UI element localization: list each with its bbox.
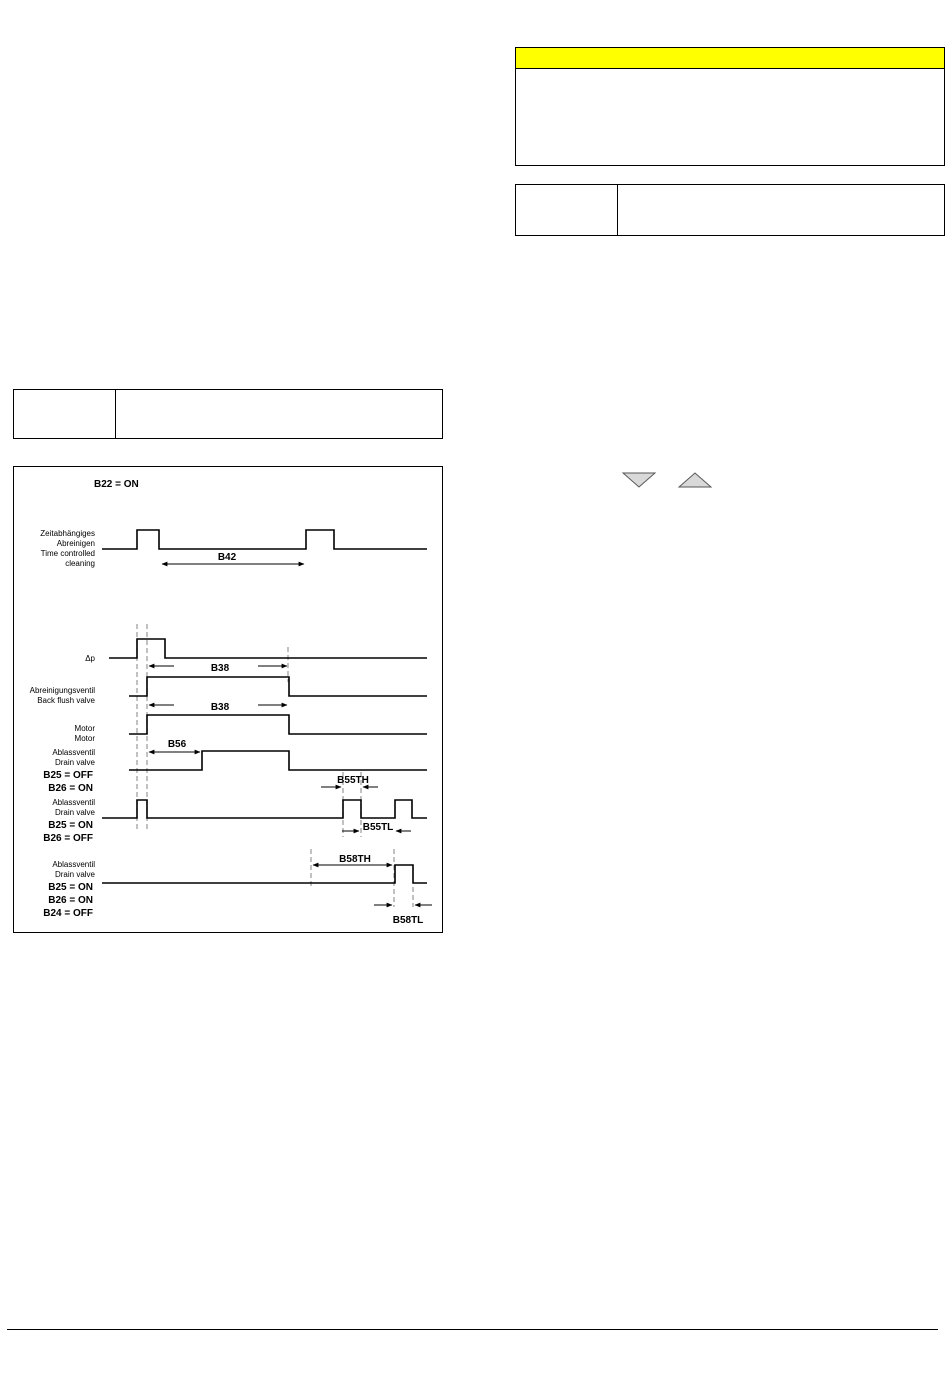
label-drain2-cond-2: B26 = OFF [43,833,93,844]
signal-drain1 [129,751,427,770]
label-cleaning-2: Abreinigen [56,539,95,548]
label-dp: Δp [85,654,95,663]
label-drain3-cond-2: B26 = ON [48,895,93,906]
note-box-right [515,184,945,236]
label-cleaning-4: cleaning [65,559,95,568]
param-b38-motor: B38 [210,702,230,713]
signal-motor [129,715,427,734]
signal-drain2 [102,800,427,818]
param-b56: B56 [167,739,187,750]
label-motor-1: Motor [74,724,95,733]
diagram-heading: B22 = ON [94,479,139,490]
label-drain1-cond-2: B26 = ON [48,783,93,794]
label-motor-2: Motor [74,734,95,743]
label-drain2-1: Ablassventil [52,798,95,807]
signal-backflush [129,677,427,696]
triangle-up-icon [678,472,712,488]
param-b55tl: B55TL [362,822,394,833]
label-drain2-cond-1: B25 = ON [48,820,93,831]
warning-header-bar [516,48,944,69]
label-drain3-2: Drain valve [54,870,95,879]
param-b42: B42 [217,552,237,563]
label-backflush-1: Abreinigungsventil [29,686,95,695]
label-cleaning-3: Time controlled [40,549,95,558]
signal-drain3 [102,865,427,883]
timing-diagram [13,466,443,933]
param-b38-backflush: B38 [210,663,230,674]
label-drain1-2: Drain valve [54,758,95,767]
label-drain2-2: Drain valve [54,808,95,817]
label-drain1-cond-1: B25 = OFF [43,770,93,781]
signal-cleaning [102,530,427,549]
param-b58tl: B58TL [392,915,424,926]
label-drain3-cond-3: B24 = OFF [43,908,93,919]
label-drain1-1: Ablassventil [52,748,95,757]
note-box-left [13,389,443,439]
warning-box [515,47,945,166]
label-drain3-cond-1: B25 = ON [48,882,93,893]
footer-rule [7,1329,938,1330]
signal-dp [109,639,427,658]
timing-diagram-svg [14,467,444,934]
label-backflush-2: Back flush valve [37,696,95,705]
note-box-divider [617,185,618,235]
param-b55th: B55TH [337,775,369,786]
label-cleaning-1: Zeitabhängiges [40,529,95,538]
label-drain3-1: Ablassventil [52,860,95,869]
triangle-down-icon [622,472,656,488]
param-b58th: B58TH [339,854,371,865]
note-box-divider [115,390,116,438]
